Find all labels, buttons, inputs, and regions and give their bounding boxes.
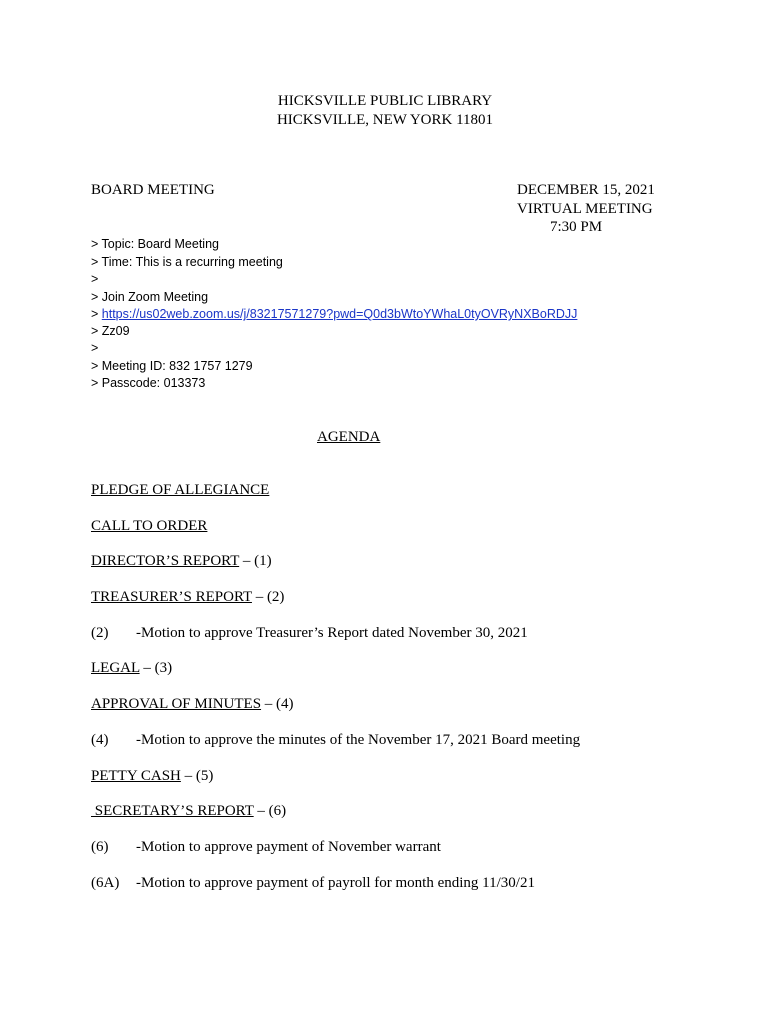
- agenda-item-pledge: PLEDGE OF ALLEGIANCE: [91, 482, 270, 498]
- zoom-blank-line: >: [91, 341, 99, 355]
- zoom-passcode: > Passcode: 013373: [91, 376, 206, 390]
- library-address: HICKSVILLE, NEW YORK 11801: [276, 112, 494, 128]
- meeting-time: 7:30 PM: [550, 219, 603, 235]
- meeting-date: DECEMBER 15, 2021: [517, 182, 655, 198]
- motion-november-warrant: -Motion to approve payment of November warrant: [136, 839, 441, 855]
- zoom-link-line: [91, 307, 577, 321]
- motion-number: (4): [91, 732, 109, 748]
- agenda-item-treasurer-report: TREASURER’S REPORT – (2): [91, 589, 285, 605]
- meeting-title: BOARD MEETING: [91, 182, 215, 198]
- agenda-item-director-report: DIRECTOR’S REPORT – (1): [91, 553, 272, 569]
- motion-payroll: -Motion to approve payment of payroll for month ending 11/30/21: [136, 875, 535, 891]
- motion-approve-minutes: -Motion to approve the minutes of the November 17, 2021 Board meeting: [136, 732, 581, 748]
- zoom-time: > Time: This is a recurring meeting: [91, 255, 283, 269]
- meeting-type: VIRTUAL MEETING: [517, 201, 653, 217]
- agenda-title: AGENDA: [317, 429, 381, 445]
- zoom-join: > Join Zoom Meeting: [91, 290, 209, 304]
- agenda-item-approval-of-minutes: APPROVAL OF MINUTES – (4): [91, 696, 294, 712]
- motion-number: (6A): [91, 875, 120, 891]
- zoom-blank-line: >: [91, 272, 99, 286]
- zoom-code: > Zz09: [91, 324, 130, 338]
- zoom-meeting-link[interactable]: https://us02web.zoom.us/j/83217571279?pwd=Q0d3bWtoYWhaL0tyOVRyNXBoRDJJ: [101, 307, 578, 321]
- motion-number: (2): [91, 625, 109, 641]
- agenda-item-legal: LEGAL – (3): [91, 660, 173, 676]
- zoom-meeting-id: > Meeting ID: 832 1757 1279: [91, 359, 253, 373]
- motion-treasurer-report: -Motion to approve Treasurer’s Report dated November 30, 2021: [136, 625, 528, 641]
- agenda-item-secretary-report: SECRETARY’S REPORT – (6): [91, 803, 287, 819]
- agenda-item-petty-cash: PETTY CASH – (5): [91, 768, 214, 784]
- motion-number: (6): [91, 839, 109, 855]
- agenda-item-call-to-order: CALL TO ORDER: [91, 518, 208, 534]
- zoom-topic: > Topic: Board Meeting: [91, 237, 219, 251]
- library-name: HICKSVILLE PUBLIC LIBRARY: [277, 93, 493, 109]
- zoom-link-prefix: >: [91, 307, 102, 321]
